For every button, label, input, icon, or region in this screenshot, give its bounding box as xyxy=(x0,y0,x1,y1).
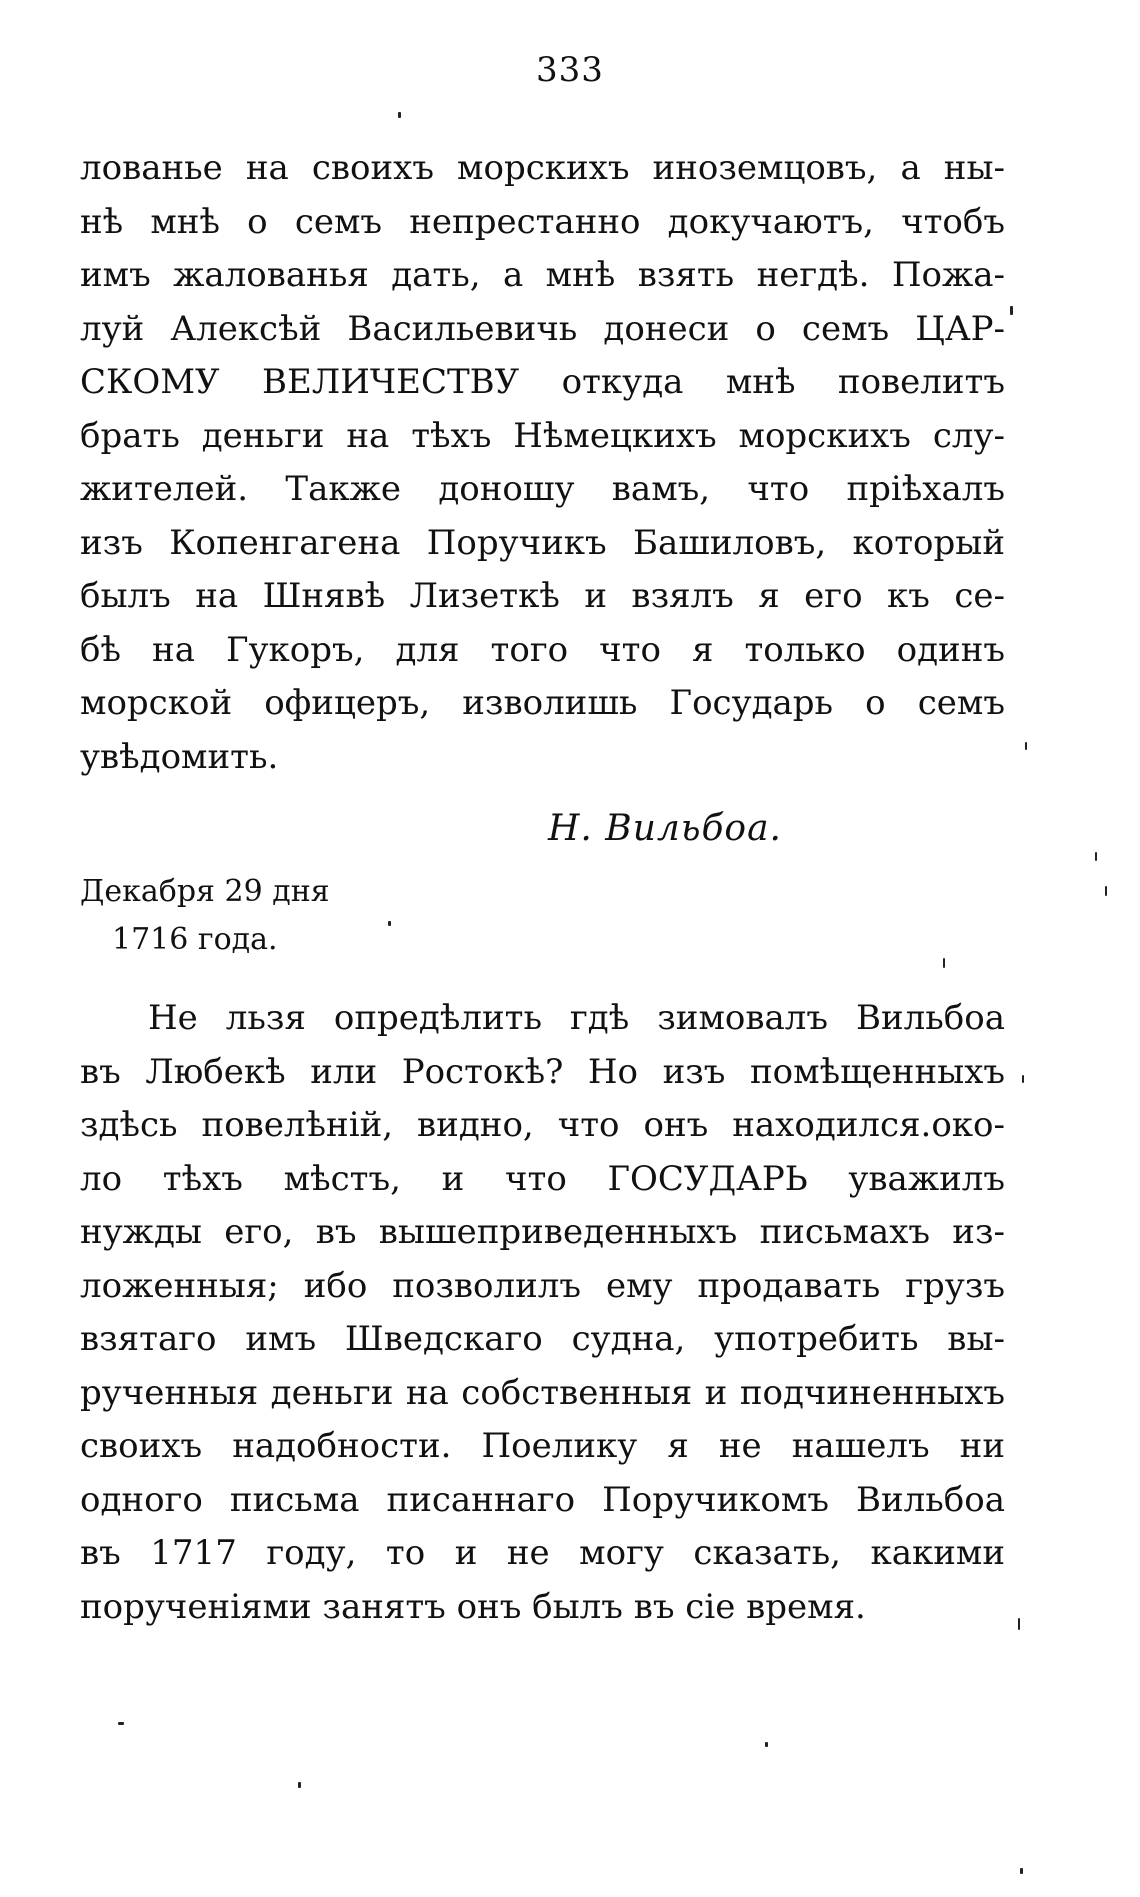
scan-speck xyxy=(388,921,391,926)
letter-line: бѣ на Гукоръ, для того что я только одинъ xyxy=(80,629,1005,670)
commentary-line: рученныя деньги на собственныя и подчиненныхъ xyxy=(80,1372,1005,1413)
letter-line: СКОМУ ВЕЛИЧЕСТВУ откуда мнѣ повелитъ xyxy=(80,362,1005,402)
letter-line: увѣдомить. xyxy=(80,736,279,777)
letter-line: нѣ мнѣ о семъ непрестанно докучаютъ, чтобъ xyxy=(80,201,1005,242)
scan-speck xyxy=(1020,1868,1023,1874)
letter-line: луй Алексѣй Васильевичь донеси о семъ ЦАР- xyxy=(80,308,1005,349)
commentary-line: Не льзя опредѣлить гдѣ зимовалъ Вильбоа xyxy=(148,998,1005,1038)
letter-line: имъ жалованья дать, а мнѣ взять негдѣ. Пожа- xyxy=(80,255,1005,295)
scan-speck xyxy=(118,1722,124,1725)
commentary-line: здѣсь повелѣній, видно, что онъ находился.око- xyxy=(80,1105,1005,1145)
scan-speck xyxy=(398,112,401,118)
letter-text xyxy=(80,142,1005,784)
commentary-line: нужды его, въ вышеприведенныхъ письмахъ из- xyxy=(80,1212,1005,1252)
letter-line: изъ Копенгагена Поручикъ Башиловъ, который xyxy=(80,522,1005,563)
commentary-line: взятаго имъ Шведскаго судна, употребить вы- xyxy=(80,1319,1005,1359)
letter-line: жителей. Также доношу вамъ, что пріѣхалъ xyxy=(80,469,1005,509)
page-number: 333 xyxy=(536,50,604,90)
scan-speck xyxy=(1010,306,1013,315)
commentary-line: въ 1717 году, то и не могу сказать, какими xyxy=(80,1533,1005,1573)
commentary-line: въ Любекѣ или Ростокѣ? Но изъ помѣщенныхъ xyxy=(80,1051,1005,1092)
letter-line: лованье на своихъ морскихъ иноземцовъ, а ны- xyxy=(80,148,1005,188)
letter-line: морской офицеръ, изволишь Государь о семъ xyxy=(80,683,1005,723)
commentary-line: порученіями занятъ онъ былъ въ сіе время. xyxy=(80,1586,866,1627)
scan-speck xyxy=(1025,742,1027,750)
letter-date-year: 1716 года. xyxy=(112,922,278,957)
letter-date-day: Декабря 29 дня xyxy=(80,874,330,909)
commentary-line: ложенныя; ибо позволилъ ему продавать грузъ xyxy=(80,1265,1005,1306)
commentary-text xyxy=(80,992,1005,1634)
letter-signature: Н. Вильбоа. xyxy=(548,808,782,849)
commentary-line: одного письма писаннаго Поручикомъ Вильбоа xyxy=(80,1479,1005,1520)
scan-speck xyxy=(1018,1618,1020,1630)
letter-date xyxy=(80,868,330,964)
commentary-line: своихъ надобности. Поелику я не нашелъ ни xyxy=(80,1426,1005,1466)
scan-speck xyxy=(765,1742,768,1747)
letter-line: былъ на Шнявѣ Лизеткѣ и взялъ я его къ се- xyxy=(80,576,1005,616)
letter-line: брать деньги на тѣхъ Нѣмецкихъ морскихъ слу- xyxy=(80,415,1005,456)
scan-speck xyxy=(943,958,945,968)
scan-speck xyxy=(1022,1075,1024,1083)
scan-speck xyxy=(1095,852,1097,861)
commentary-line: ло тѣхъ мѣстъ, и что ГОСУДАРЬ уважилъ xyxy=(80,1158,1005,1199)
scan-speck xyxy=(1105,886,1107,896)
scan-speck xyxy=(298,1782,301,1788)
